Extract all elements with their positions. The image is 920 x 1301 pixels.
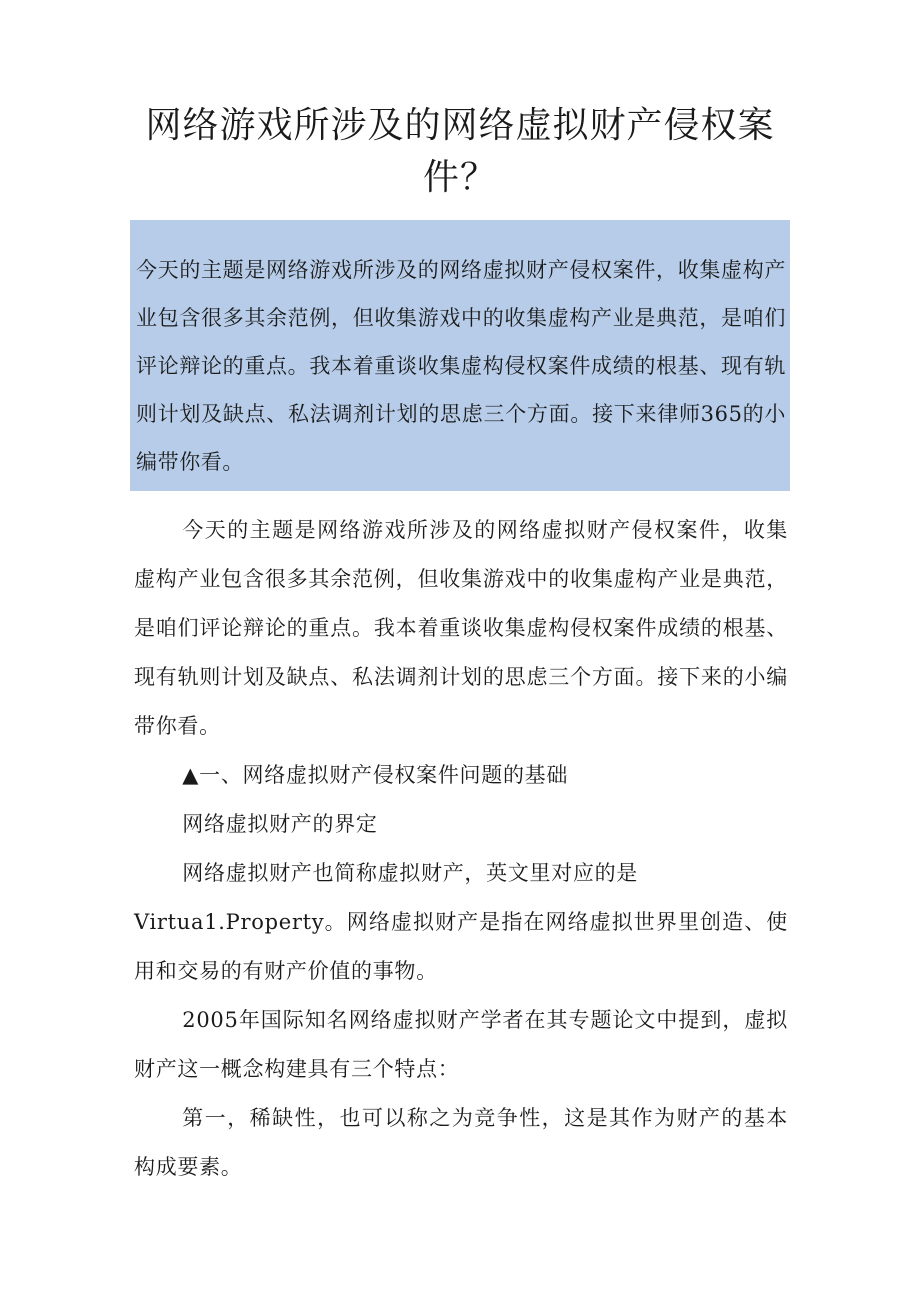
paragraph-2005: 2005年国际知名网络虚拟财产学者在其专题论文中提到，虚拟财产这一概念构建具有三个特点： xyxy=(134,1008,788,1081)
subsection-heading: 网络虚拟财产的界定 xyxy=(182,812,378,836)
paragraph-definition-continued: Virtua1.Property。网络虚拟财产是指在网络虚拟世界里创造、使用和交易的有财产价值的事物。 xyxy=(134,910,788,983)
paragraph-definition: 网络虚拟财产也简称虚拟财产，英文里对应的是 xyxy=(182,861,638,885)
section-heading: ▲一、网络虚拟财产侵权案件问题的基础 xyxy=(182,763,569,787)
paragraph-first-feature: 第一，稀缺性，也可以称之为竞争性，这是其作为财产的基本构成要素。 xyxy=(134,1106,788,1179)
document-body xyxy=(134,506,788,1192)
summary-box: 今天的主题是网络游戏所涉及的网络虚拟财产侵权案件，收集虚构产业包含很多其余范例，但收集游戏中的收集虚构产业是典范，是咱们评论辩论的重点。我本着重谈收集虚构侵权案件成绩的根基、现有轨则计划及缺点、私法调剂计划的思虑三个方面。接下来律师365的小编带你看。 xyxy=(130,220,790,491)
paragraph-intro: 今天的主题是网络游戏所涉及的网络虚拟财产侵权案件，收集虚构产业包含很多其余范例，但收集游戏中的收集虚构产业是典范，是咱们评论辩论的重点。我本着重谈收集虚构侵权案件成绩的根基、现有轨则计划及缺点、私法调剂计划的思虑三个方面。接下来的小编带你看。 xyxy=(134,518,788,738)
document-title: 网络游戏所涉及的网络虚拟财产侵权案件？ xyxy=(145,105,775,198)
